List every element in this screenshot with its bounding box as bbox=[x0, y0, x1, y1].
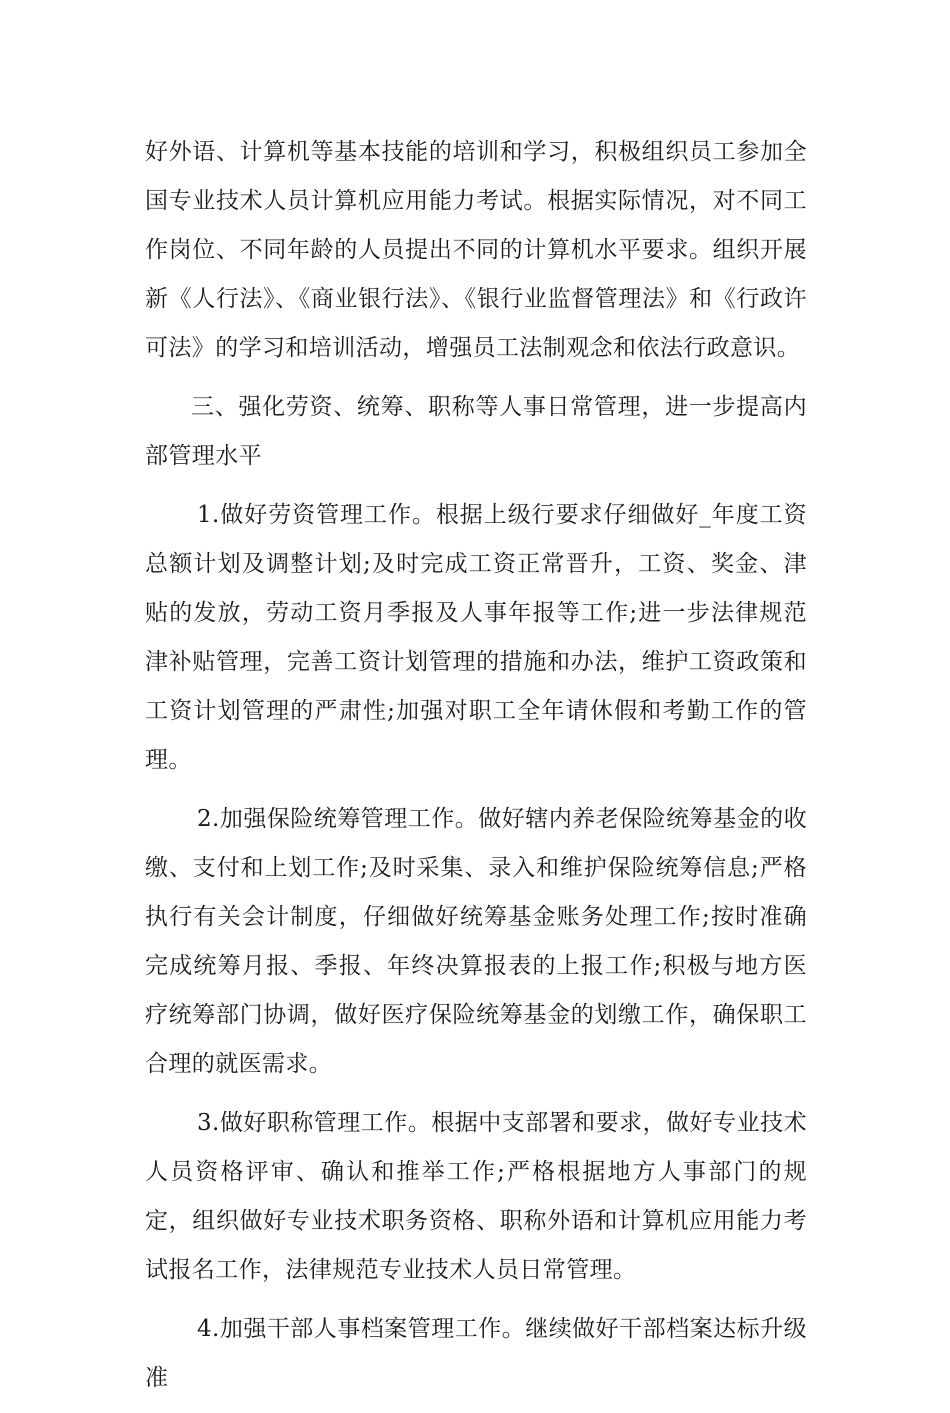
section-heading-three: 三、强化劳资、统筹、职称等人事日常管理，进一步提高内部管理水平 bbox=[145, 394, 807, 469]
paragraph-training: 好外语、计算机等基本技能的培训和学习，积极组织员工参加全国专业技术人员计算机应用能力考试。根据实际情况，对不同工作岗位、不同年龄的人员提出不同的计算机水平要求。组织开展新《人行法》、《商业银行法》、《银行业监督管理法》和《行政许可法》的学习和培训活动，增强员工法制观念和依法行政意识。 bbox=[145, 139, 807, 361]
document-body bbox=[145, 128, 807, 1413]
paragraph-item-2: 2.加强保险统筹管理工作。做好辖内养老保险统筹基金的收缴、支付和上划工作;及时采集、录入和维护保险统筹信息;严格执行有关会计制度，仔细做好统筹基金账务处理工作;按时准确完成统筹月报、季报、年终决算报表的上报工作;积极与地方医疗统筹部门协调，做好医疗保险统筹基金的划缴工作，确保职工合理的就医需求。 bbox=[145, 806, 807, 1077]
paragraph-item-3: 3.做好职称管理工作。根据中支部署和要求，做好专业技术人员资格评审、确认和推举工作;严格根据地方人事部门的规定，组织做好专业技术职务资格、职称外语和计算机应用能力考试报名工作，法律规范专业技术人员日常管理。 bbox=[145, 1110, 807, 1283]
paragraph-item-4: 4.加强干部人事档案管理工作。继续做好干部档案达标升级准 bbox=[145, 1316, 807, 1391]
paragraph-item-1: 1.做好劳资管理工作。根据上级行要求仔细做好_年度工资总额计划及调整计划;及时完成工资正常晋升，工资、奖金、津贴的发放，劳动工资月季报及人事年报等工作;进一步法律规范津补贴管理，完善工资计划管理的措施和办法，维护工资政策和工资计划管理的严肃性;加强对职工全年请休假和考勤工作的管理。 bbox=[145, 502, 807, 773]
